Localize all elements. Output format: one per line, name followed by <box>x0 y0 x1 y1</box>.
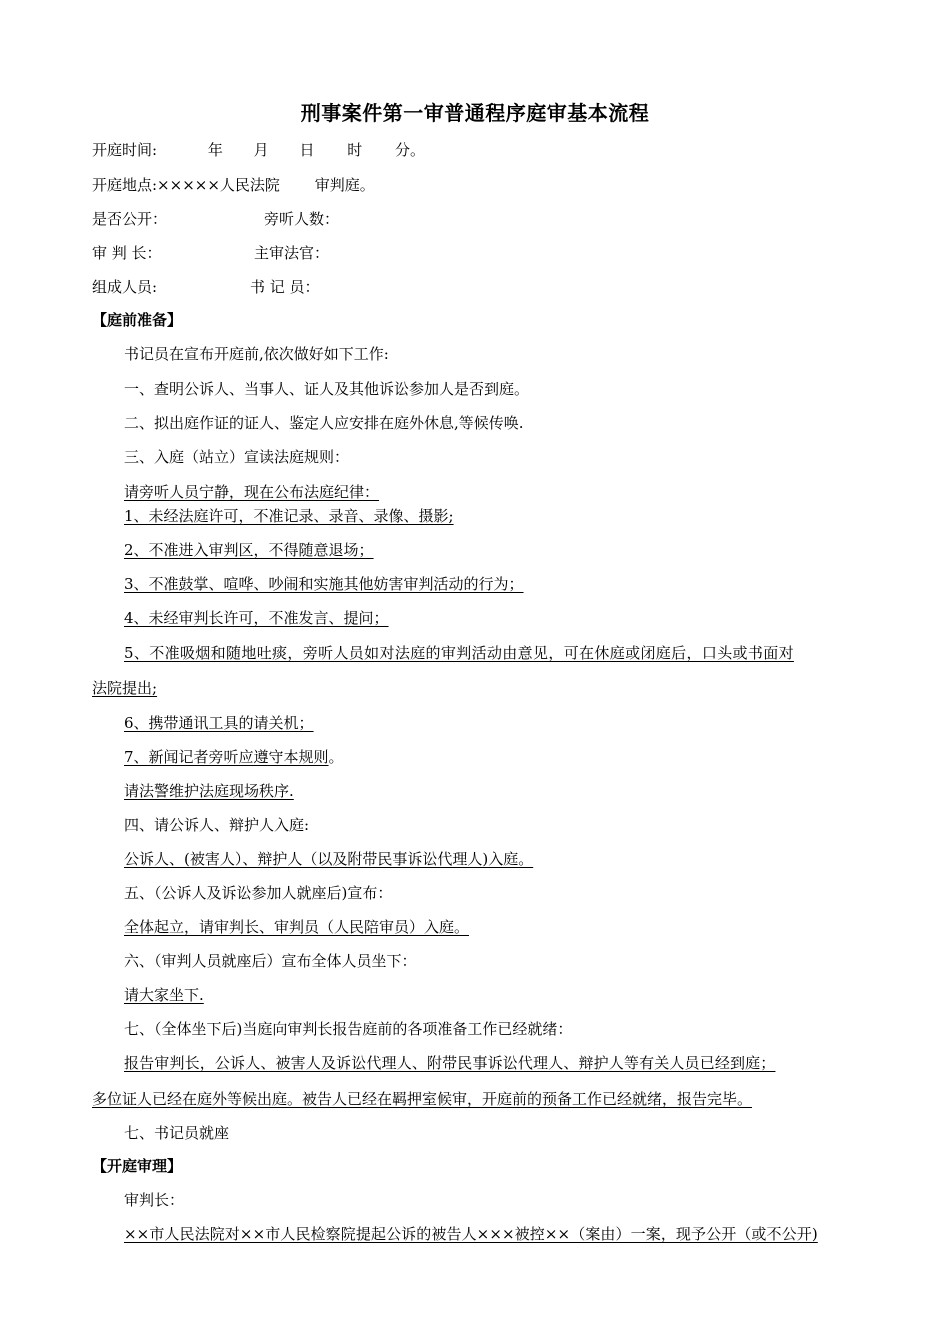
readiness-report-continued: 多位证人已经在庭外等候出庭。被告人已经在羁押室候审，开庭前的预备工作已经就绪，报告完毕。 <box>92 1090 753 1108</box>
court-rule-7-line <box>124 747 344 767</box>
court-rule-6: 6、携带通讯工具的请关机； <box>124 714 314 732</box>
court-rule-1: 1、未经法庭许可，不准记录、录音、录像、摄影; <box>124 507 454 525</box>
year-label: 年 <box>207 141 223 159</box>
day-label: 日 <box>299 141 315 159</box>
members-label: 组成人员: <box>92 278 158 296</box>
court-rule-3: 3、不准鼓掌、喧哗、吵闹和实施其他妨害审判活动的行为； <box>124 575 524 593</box>
judge-opening-statement: ××市人民法院对××市人民检察院提起公诉的被告人×××被控××（案由）一案，现予公开（或不公开) <box>124 1225 818 1243</box>
police-order: 请法警维护法庭现场秩序. <box>124 782 294 800</box>
pretrial-step-5: 五、（公诉人及诉讼参加人就座后)宣布： <box>124 884 393 902</box>
court-time-label: 开庭时间: <box>92 141 158 159</box>
pretrial-step-6: 六、（审判人员就座后）宣布全体人员坐下： <box>124 952 417 970</box>
pretrial-intro: 书记员在宣布开庭前,依次做好如下工作: <box>124 345 389 363</box>
court-place-label: 开庭地点:×××××人民法院 <box>92 176 280 194</box>
minute-label: 分。 <box>395 141 426 159</box>
court-rule-5: 5、不准吸烟和随地吐痰，旁听人员如对法庭的审判活动由意见，可在休庭或闭庭后，口头或书面对 <box>124 644 794 662</box>
presiding-judge-label: 主审法官： <box>254 244 330 262</box>
clerk-label: 书 记 员： <box>250 278 320 296</box>
public-label: 是否公开： <box>92 210 168 228</box>
hour-label: 时 <box>347 141 363 159</box>
court-rule-7: 7、新闻记者旁听应遵守本规则 <box>124 748 329 766</box>
audience-label: 旁听人数： <box>264 210 340 228</box>
pretrial-step-3: 三、入庭（站立）宣读法庭规则： <box>124 448 350 466</box>
readiness-report: 报告审判长，公诉人、被害人及诉讼代理人、附带民事诉讼代理人、辩护人等有关人员已经到庭； <box>124 1054 776 1072</box>
pretrial-step-5-text: 全体起立，请审判长、审判员（人民陪审员）入庭。 <box>124 918 470 936</box>
court-time-line <box>92 140 425 160</box>
month-label: 月 <box>253 141 269 159</box>
pretrial-step-2: 二、拟出庭作证的证人、鉴定人应安排在庭外休息,等候传唤. <box>124 414 524 432</box>
court-place-line <box>92 175 375 195</box>
court-rule-7-end: 。 <box>328 748 344 766</box>
court-room-label: 审判庭。 <box>314 176 375 194</box>
pretrial-step-7: 七、（全体坐下后)当庭向审判长报告庭前的各项准备工作已经就绪： <box>124 1020 573 1038</box>
court-rule-4: 4、未经审判长许可，不准发言、提问； <box>124 609 389 627</box>
chief-judge-speaker: 审判长： <box>124 1191 185 1209</box>
pretrial-step-1: 一、查明公诉人、当事人、证人及其他诉讼参加人是否到庭。 <box>124 380 530 398</box>
pretrial-step-4-text: 公诉人、(被害人）、辩护人（以及附带民事诉讼代理人)入庭。 <box>124 850 534 868</box>
court-rule-2: 2、不准进入审判区，不得随意退场； <box>124 541 374 559</box>
court-rule-5-continued: 法院提出; <box>92 679 158 697</box>
pretrial-step-4: 四、请公诉人、辩护人入庭: <box>124 816 310 834</box>
section-heading-pretrial: 【庭前准备】 <box>92 311 183 329</box>
section-heading-trial: 【开庭审理】 <box>92 1157 183 1175</box>
chief-judge-label: 审 判 长： <box>92 244 162 262</box>
court-rules-intro: 请旁听人员宁静，现在公布法庭纪律： <box>124 483 380 501</box>
pretrial-step-6-text: 请大家坐下. <box>124 986 204 1004</box>
document-title: 刑事案件第一审普通程序庭审基本流程 <box>300 101 650 125</box>
pretrial-step-8: 七、书记员就座 <box>124 1124 230 1142</box>
